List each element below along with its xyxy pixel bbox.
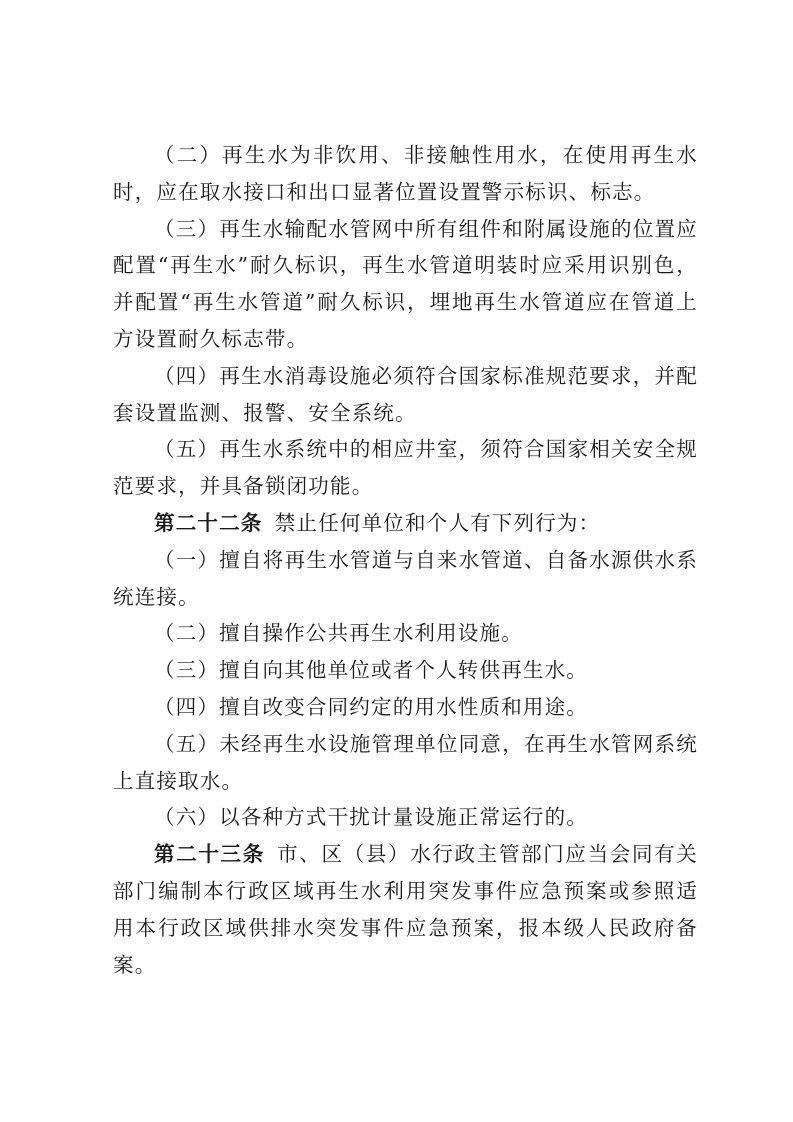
article-heading: 第二十二条 [154, 510, 263, 535]
paragraph-text: （五）再生水系统中的相应井室，须符合国家相关安全规范要求，并具备锁闭功能。 [113, 437, 698, 499]
paragraph-5 [113, 431, 698, 505]
paragraph-text: （二）擅自操作公共再生水利用设施。 [154, 621, 523, 646]
article-22-item-5 [113, 726, 698, 800]
paragraph-text: 禁止任何单位和个人有下列行为： [274, 510, 601, 535]
paragraph-text: （五）未经再生水设施管理单位同意，在再生水管网系统上直接取水。 [113, 731, 698, 793]
article-22-item-3 [113, 652, 698, 689]
paragraph-text: （六）以各种方式干扰计量设施正常运行的。 [154, 805, 588, 830]
paragraph-3 [113, 211, 698, 358]
paragraph-text: （一）擅自将再生水管道与自来水管道、自备水源供水系统连接。 [113, 547, 698, 609]
paragraph-2 [113, 137, 698, 211]
paragraph-text: （三）擅自向其他单位或者个人转供再生水。 [154, 658, 588, 683]
document-body [113, 137, 698, 983]
paragraph-text: （四）再生水消毒设施必须符合国家标准规范要求，并配套设置监测、报警、安全系统。 [113, 363, 698, 425]
article-22-item-2 [113, 615, 698, 652]
article-22-item-4 [113, 689, 698, 726]
article-23 [113, 836, 698, 983]
paragraph-text: （三）再生水输配水管网中所有组件和附属设施的位置应配置“再生水”耐久标识，再生水管道明装时应采用识别色，并配置“再生水管道”耐久标识，埋地再生水管道应在管道上方设置耐久标志带。 [113, 216, 698, 351]
paragraph-text: （四）擅自改变合同约定的用水性质和用途。 [154, 694, 588, 719]
paragraph-text: 市、区（县）水行政主管部门应当会同有关部门编制本行政区域再生水利用突发事件应急预案或参照适用本行政区域供排水突发事件应急预案，报本级人民政府备案。 [113, 842, 698, 977]
article-22-item-1 [113, 542, 698, 616]
paragraph-text: （二）再生水为非饮用、非接触性用水，在使用再生水时，应在取水接口和出口显著位置设置警示标识、标志。 [113, 143, 698, 204]
article-22-item-6 [113, 799, 698, 836]
article-22 [113, 505, 698, 542]
paragraph-4 [113, 358, 698, 432]
article-heading: 第二十三条 [154, 842, 265, 867]
